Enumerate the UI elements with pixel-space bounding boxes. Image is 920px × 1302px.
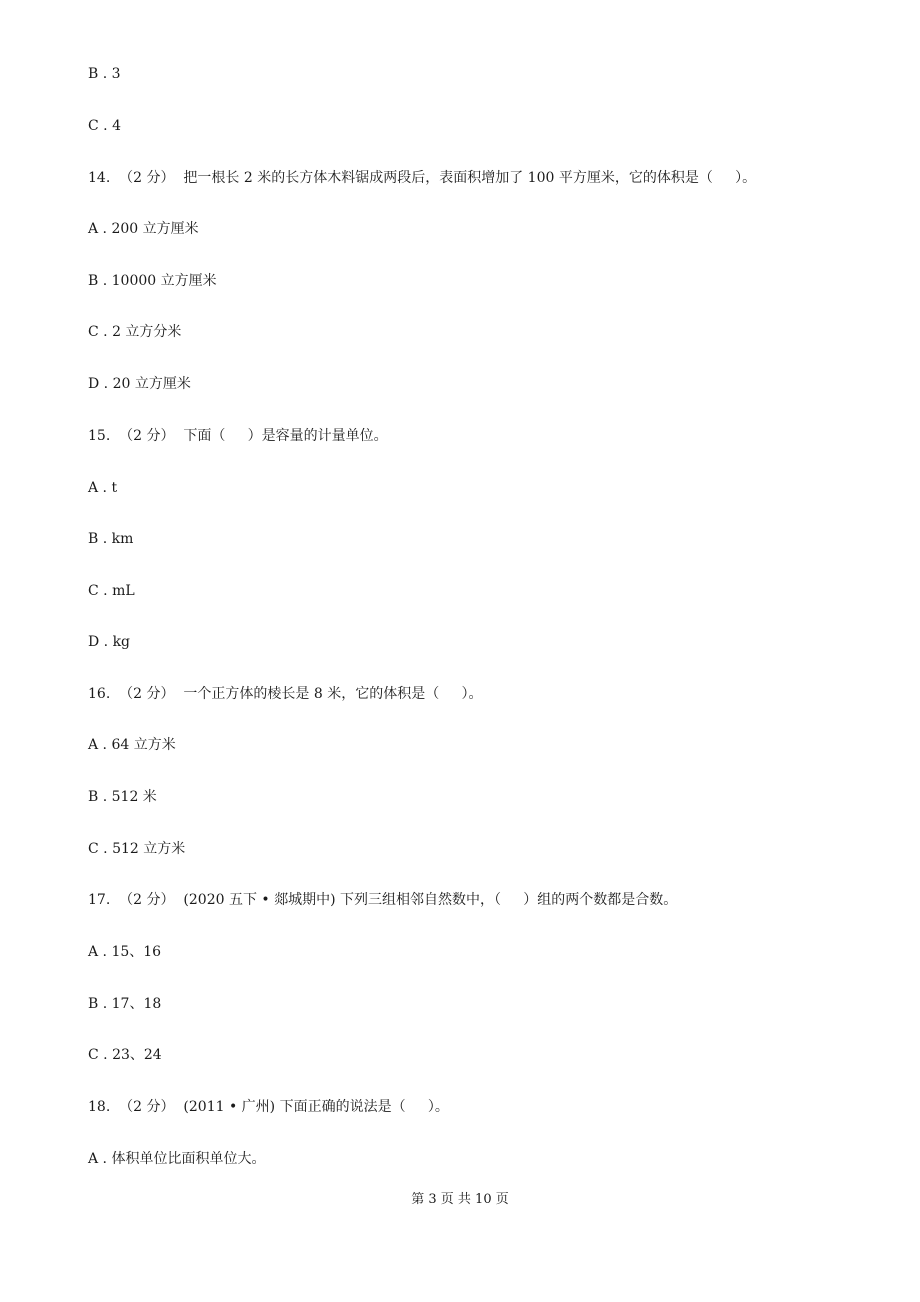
q15-option-d: D . kg (88, 634, 131, 650)
q16-option-c: C . 512 立方米 (88, 841, 186, 857)
q16-question: 16. （2 分） 一个正方体的棱长是 8 米，它的体积是（ ）。 (88, 686, 483, 702)
q17-option-b: B . 17、18 (88, 996, 162, 1012)
q14-option-a: A . 200 立方厘米 (88, 221, 199, 237)
q16-option-a: A . 64 立方米 (88, 737, 176, 753)
q18-question: 18. （2 分） (2011 • 广州) 下面正确的说法是（ ）。 (88, 1099, 449, 1115)
q17-option-c: C . 23、24 (88, 1047, 162, 1063)
q13-option-b: B . 3 (88, 66, 121, 82)
q16-option-b: B . 512 米 (88, 789, 157, 805)
q14-option-d: D . 20 立方厘米 (88, 376, 191, 392)
q15-option-c: C . mL (88, 583, 135, 599)
q17-option-a: A . 15、16 (88, 944, 162, 960)
q14-question: 14. （2 分） 把一根长 2 米的长方体木料锯成两段后，表面积增加了 100 平方厘米，它的体积是（ ）。 (88, 170, 757, 186)
q15-question: 15. （2 分） 下面（ ）是容量的计量单位。 (88, 428, 388, 444)
page-footer: 第 3 页 共 10 页 (411, 1192, 509, 1207)
q15-option-a: A . t (88, 480, 118, 496)
q14-option-b: B . 10000 立方厘米 (88, 273, 217, 289)
q13-option-c: C . 4 (88, 118, 121, 134)
q18-option-a: A . 体积单位比面积单位大。 (88, 1151, 266, 1167)
q17-question: 17. （2 分） (2020 五下 • 郯城期中) 下列三组相邻自然数中，（ ）组的两个数都是合数。 (88, 892, 678, 908)
q15-option-b: B . km (88, 531, 134, 547)
q14-option-c: C . 2 立方分米 (88, 324, 182, 340)
